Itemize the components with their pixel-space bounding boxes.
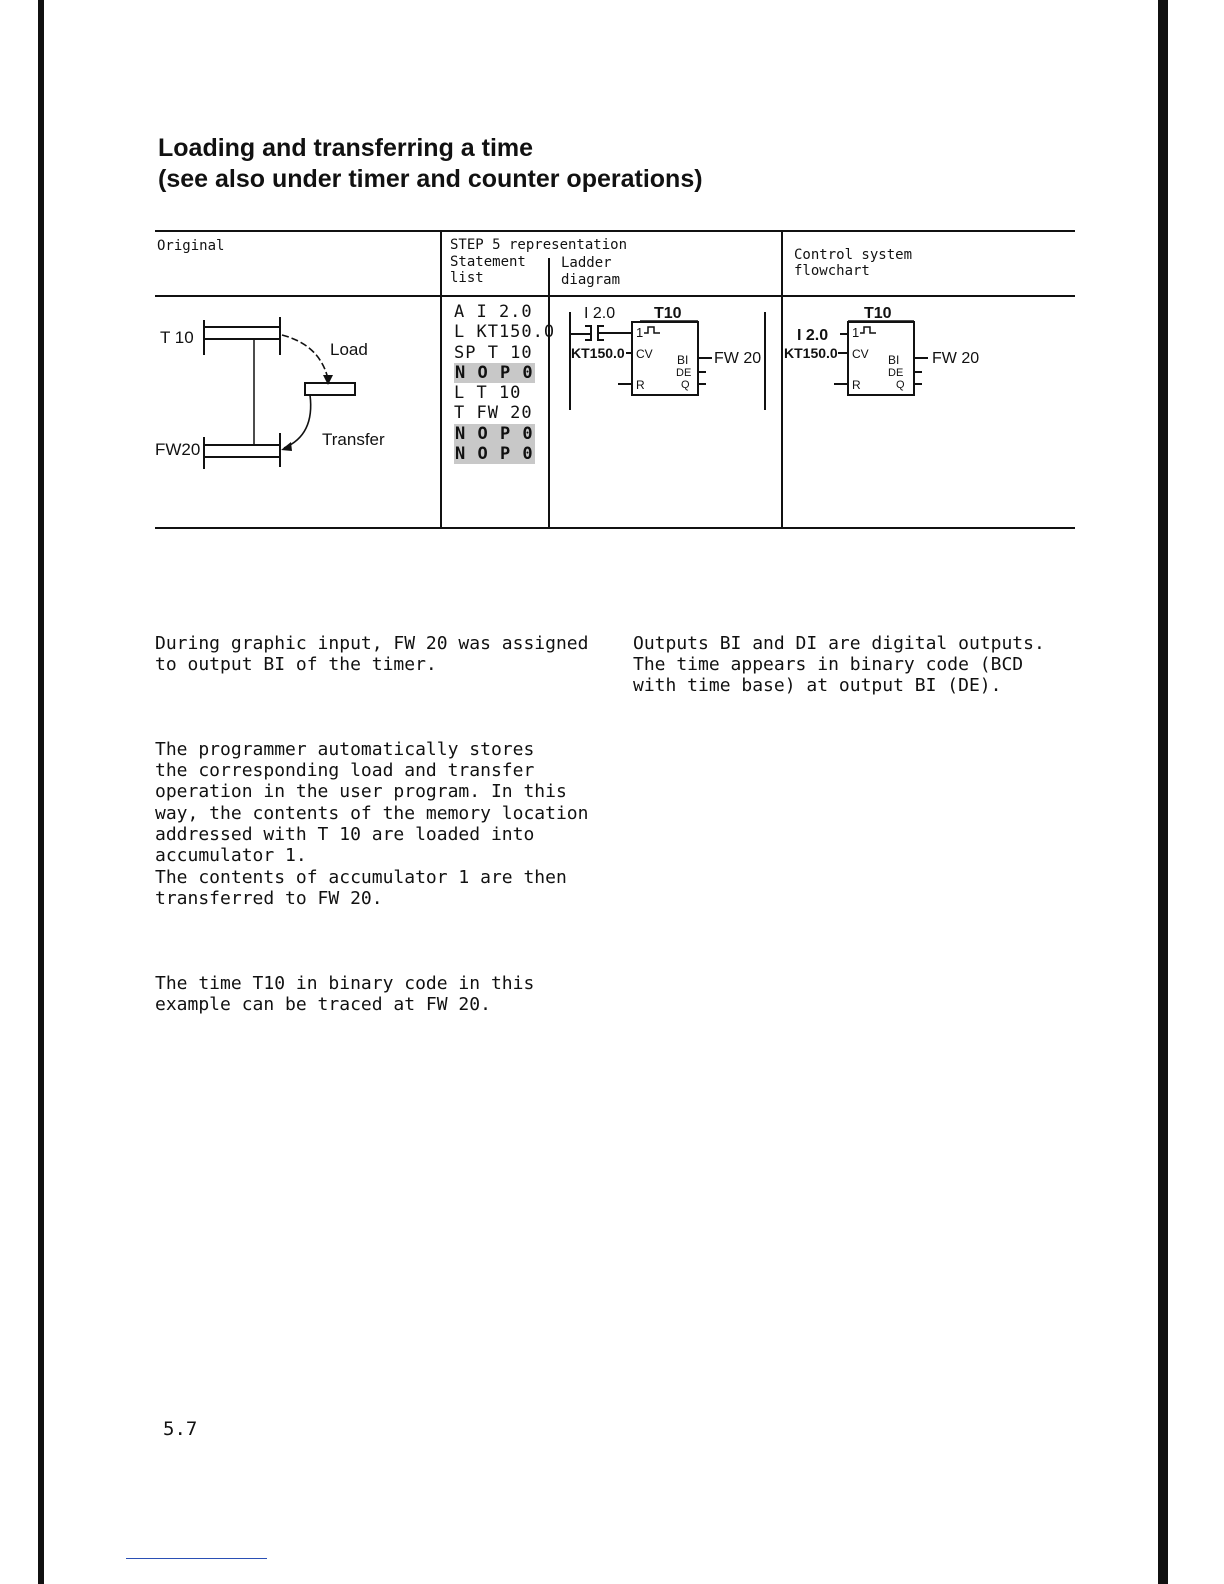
csf-diagram [782,300,997,410]
scan-edge-right [1158,0,1168,1584]
section-title [158,133,703,195]
stl-line [454,322,555,342]
ladder-diagram [560,300,775,415]
load-arrow [282,335,328,379]
body-paragraph: Outputs BI and DI are digital outputs. The time appears in binary code (BCD with time base) at output BI (DE). [633,632,1045,697]
header-statement-list-2: list [450,270,484,286]
col-divider-original [440,231,442,527]
stl-text: SP T 10 [454,342,533,363]
transfer-arrowhead [281,442,292,451]
label-t10: T 10 [160,328,194,347]
stl-line [454,424,555,444]
stl-text-nop: N O P 0 [455,444,534,465]
csf-pulse-label: 1 [852,325,860,340]
footer-rule [126,1558,267,1559]
table-bottom-rule [155,527,1075,529]
transfer-arrow [284,395,311,448]
table-top-rule [155,230,1075,232]
csf-pulse-icon [860,327,876,333]
csf-r-label: R [852,378,861,392]
csf-input-label: I 2.0 [797,327,829,344]
stl-line [454,363,555,383]
stl-line [454,444,555,464]
ladder-r-label: R [636,378,645,392]
stl-line [454,302,555,322]
header-ladder-1: Ladder [561,255,612,271]
ladder-input-label: I 2.0 [584,305,616,322]
stl-line [454,343,555,363]
header-csf-2: flowchart [794,263,870,279]
csf-output-label: FW 20 [932,350,980,367]
label-transfer: Transfer [322,430,385,449]
csf-timer-label: T10 [864,305,892,322]
accumulator-box [305,383,355,395]
ladder-de-label: DE [676,367,692,379]
statement-list [454,302,555,464]
ladder-bi-label: BI [677,353,689,367]
stl-line [454,383,555,403]
pulse-icon [644,327,660,333]
ladder-output-label: FW 20 [714,350,762,367]
stl-line [454,403,555,423]
header-statement-list-1: Statement [450,254,526,270]
csf-cv-label: CV [852,347,869,361]
scan-edge-left [38,0,44,1584]
csf-bi-label: BI [888,353,900,367]
ladder-timer-label: T10 [654,305,682,322]
body-paragraph: During graphic input, FW 20 was assigned to output BI of the timer. [155,632,589,675]
ladder-q-label: Q [681,379,690,391]
label-fw20: FW20 [155,440,201,459]
body-left-column [155,590,595,1058]
ladder-kt-label: KT150.0 [571,345,625,361]
body-paragraph: The time T10 in binary code in this example can be traced at FW 20. [155,972,535,1016]
body-right-column [633,590,1073,739]
body-paragraph: The programmer automatically stores the corresponding load and transfer operation in the user program. In this way, the contents of the memory location addressed with T 10 are loaded into accumulator 1. The contents of accumulator 1 are then transferred to FW 20. [155,738,589,909]
csf-de-label: DE [888,367,904,379]
ladder-pulse-label: 1 [636,325,644,340]
header-original: Original [157,238,225,254]
stl-text: T FW 20 [454,403,533,424]
header-ladder-2: diagram [561,272,621,288]
ladder-cv-label: CV [636,347,653,361]
label-load: Load [330,340,368,359]
original-diagram [150,305,440,505]
table-header-rule [155,295,1075,297]
title-line-2: (see also under timer and counter operations) [158,165,703,193]
header-step5: STEP 5 representation [450,237,628,253]
stl-text-nop: N O P 0 [455,362,534,383]
csf-q-label: Q [896,379,905,391]
page-number: 5.7 [163,1418,198,1440]
header-csf-1: Control system [794,247,913,263]
stl-text: L KT150.0 [454,322,556,343]
csf-kt-label: KT150.0 [784,345,838,361]
title-line-1: Loading and transferring a time [158,134,534,162]
stl-text: L T 10 [454,383,522,404]
stl-text: A I 2.0 [454,302,533,322]
stl-text-nop: N O P 0 [455,423,534,444]
